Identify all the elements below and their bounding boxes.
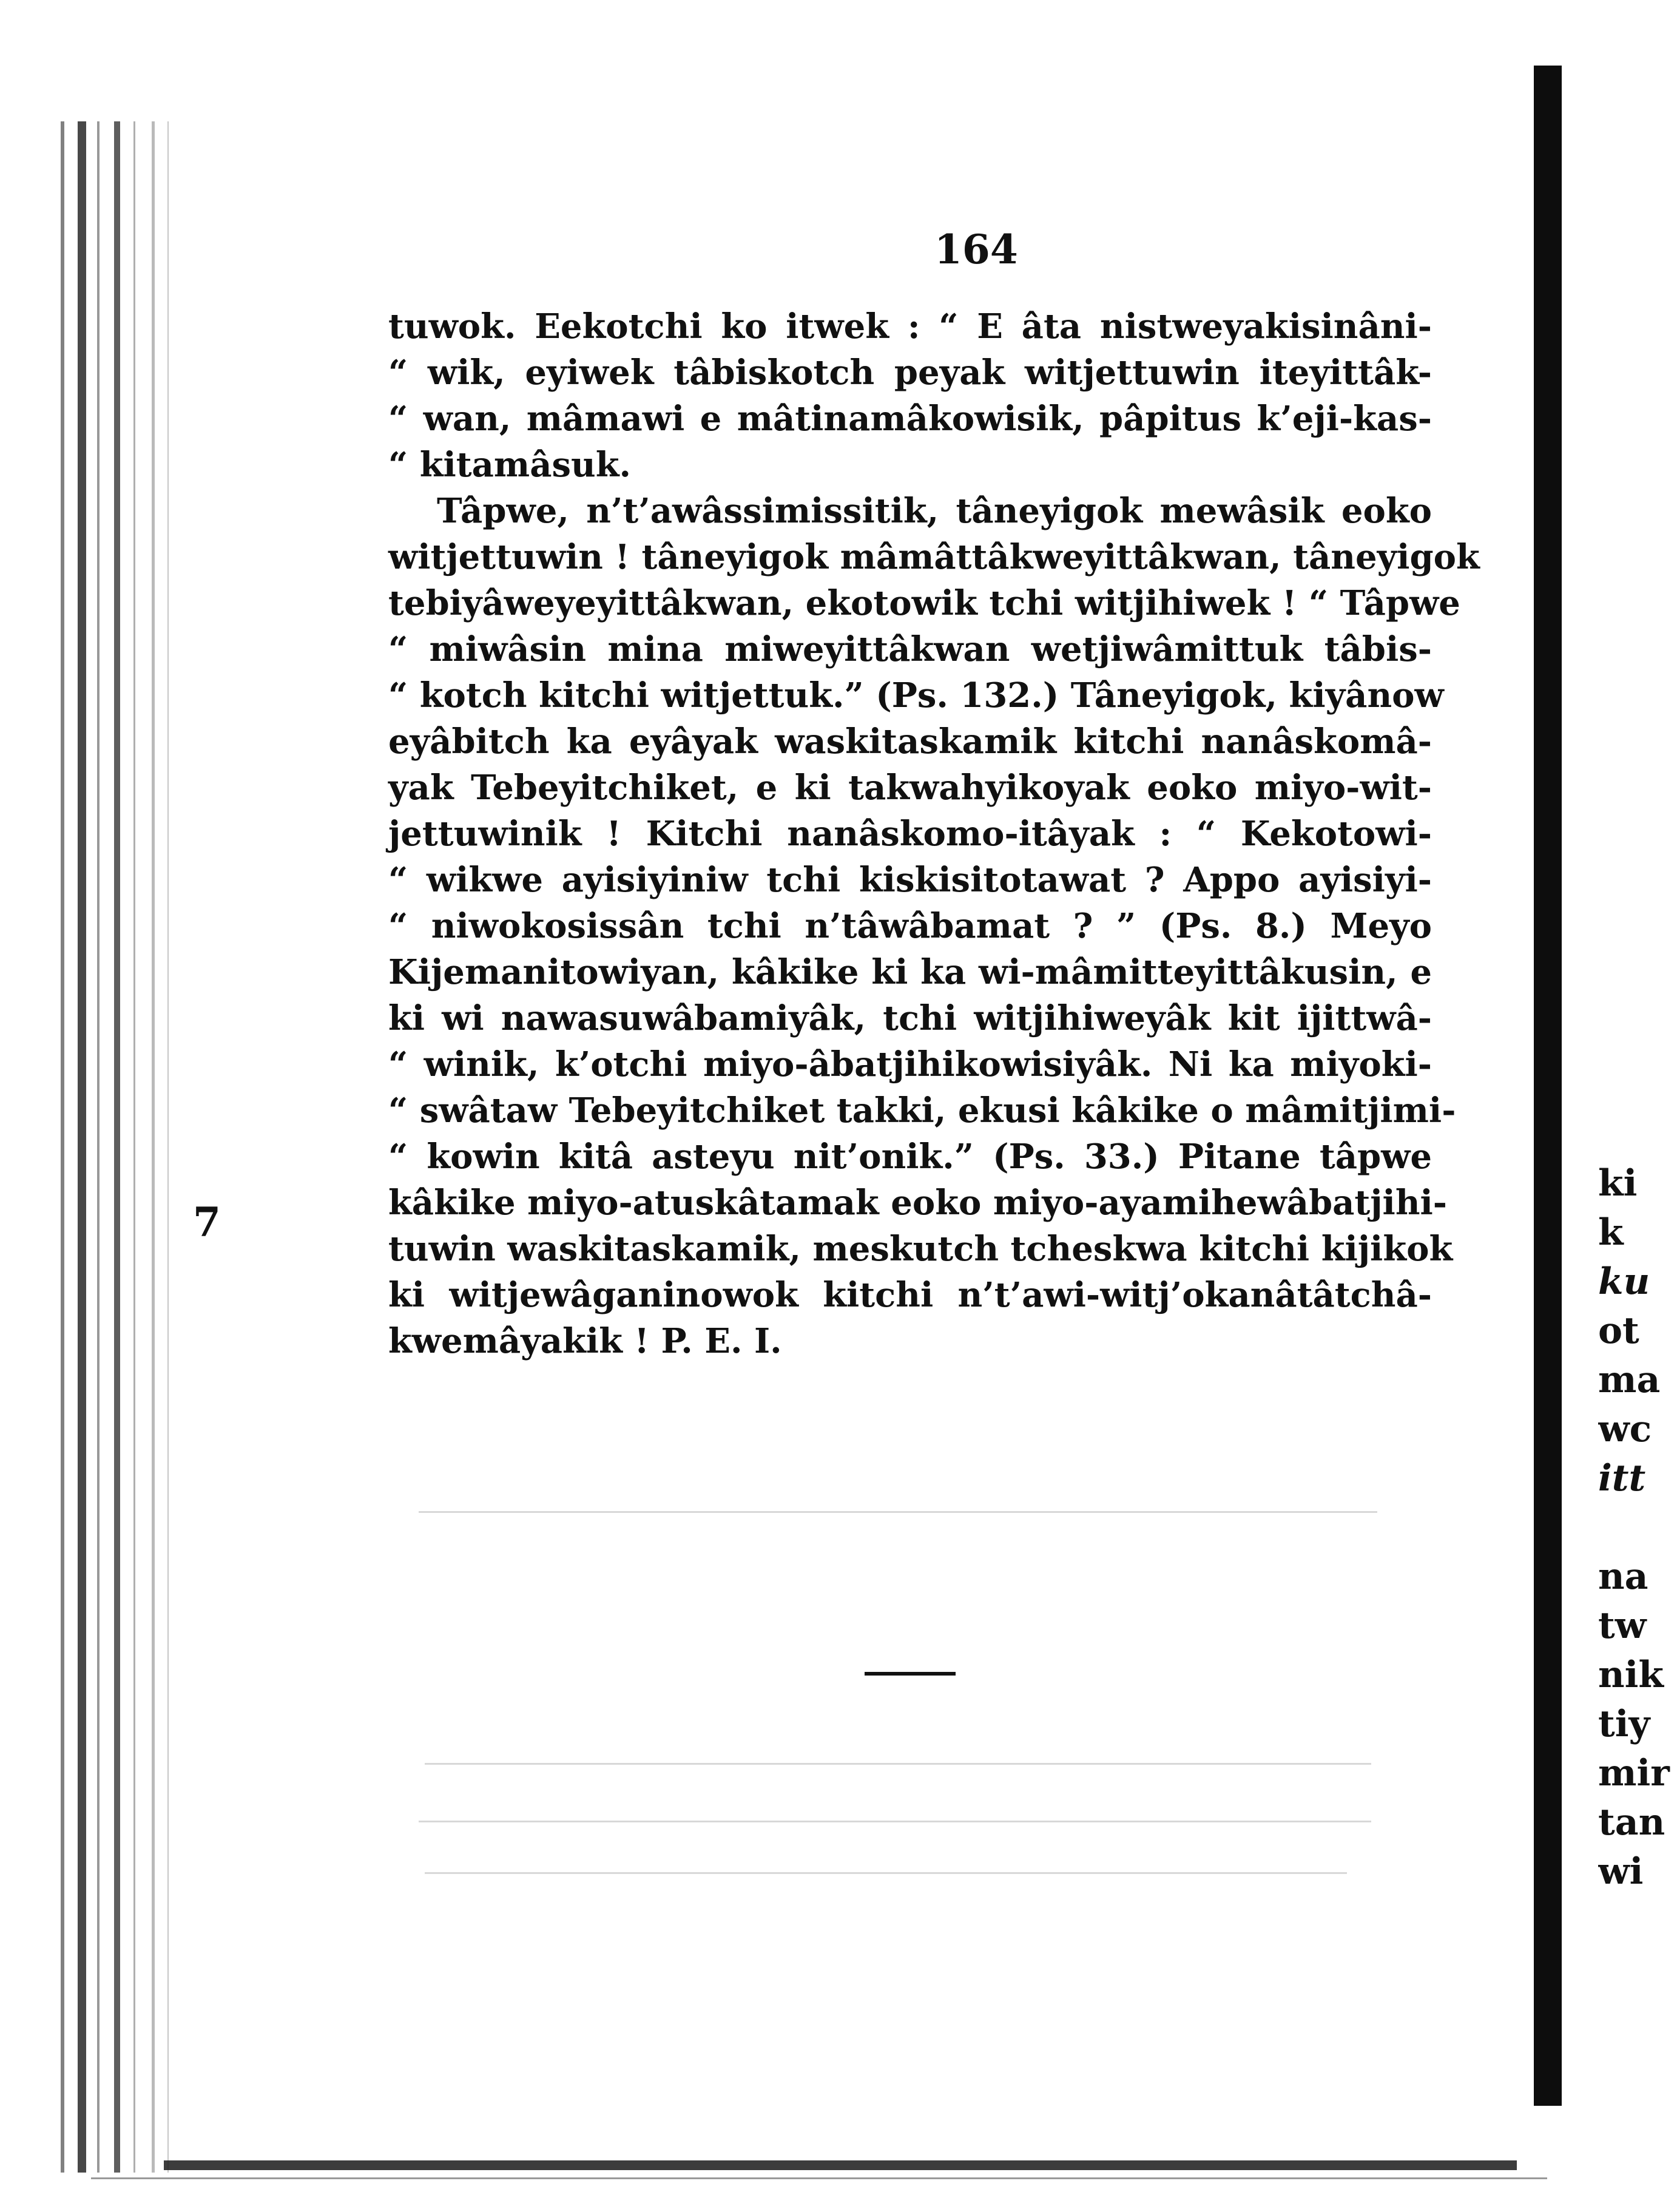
bottom-page-edge-line [91,2177,1547,2179]
facing-line: itt [1598,1457,1646,1500]
facing-line: nik [1598,1654,1664,1696]
text-line: ki witjewâganinowok kitchi n’t’awi-witj’okanâtâtchâ- [388,1275,1432,1315]
page-number: 164 [934,226,1018,273]
text-line: “ miwâsin mina miweyittâkwan wetjiwâmittuk tâbis- [388,629,1432,669]
facing-line: k [1598,1211,1624,1254]
text-line: tuwin waskitaskamik, meskutch tcheskwa kitchi kijikok [388,1229,1453,1269]
text-line: “ niwokosissân tchi n’tâwâbamat ? ” (Ps. 8.) Meyo [388,906,1432,946]
facing-line: wi [1598,1850,1644,1893]
text-line: tebiyâweyeyittâkwan, ekotowik tchi witjihiwek ! “ Tâpwe [388,583,1460,623]
text-line: “ winik, k’otchi miyo-âbatjihikowisiyâk. Ni ka miyoki- [388,1044,1432,1084]
text-line: “ wikwe ayisiyiniw tchi kiskisitotawat ? Appo ayisiyi- [388,860,1432,900]
text-line: “ wik, eyiwek tâbiskotch peyak witjettuwin iteyittâk- [388,353,1432,393]
text-line: Kijemanitowiyan, kâkike ki ka wi-mâmitteyittâkusin, e [388,952,1432,992]
facing-line: ku [1598,1260,1650,1303]
text-line: “ kowin kitâ asteyu nit’onik.” (Ps. 33.) Pitane tâpwe [388,1137,1432,1177]
facing-line: tiy [1598,1703,1650,1745]
facing-page-fragment [1598,1159,1677,1896]
facing-line: ma [1598,1359,1661,1401]
text-line: “ wan, mâmawi e mâtinamâkowisik, pâpitus k’eji-kas- [388,399,1432,439]
bleed-through-mark [425,1872,1347,1874]
text-line: “ kitamâsuk. [388,445,632,485]
facing-line: wc [1598,1408,1652,1450]
section-divider [865,1672,956,1676]
bottom-page-edge [164,2160,1517,2170]
text-line: ki wi nawasuwâbamiyâk, tchi witjihiweyâk kit ijittwâ- [388,998,1432,1038]
facing-line: ot [1598,1310,1639,1352]
facing-line: ki [1598,1162,1638,1205]
text-line: yak Tebeyitchiket, e ki takwahyikoyak eoko miyo-wit- [388,768,1432,808]
facing-line: tw [1598,1605,1647,1647]
facing-line: tan [1598,1801,1665,1844]
bleed-through-mark [419,1821,1371,1822]
stray-mark: 7 [193,1199,221,1246]
text-line: witjettuwin ! tâneyigok mâmâttâkweyittâkwan, tâneyigok [388,537,1480,577]
text-line: Tâpwe, n’t’awâssimissitik, tâneyigok mewâsik eoko [437,491,1432,531]
main-text-block [388,303,1480,1364]
text-line: kwemâyakik ! P. E. I. [388,1321,782,1361]
facing-line: mir [1598,1752,1670,1794]
facing-line: na [1598,1555,1648,1598]
bleed-through-mark [425,1763,1371,1765]
text-line: “ kotch kitchi witjettuk.” (Ps. 132.) Tâneyigok, kiyânow [388,675,1444,715]
text-line: jettuwinik ! Kitchi nanâskomo-itâyak : “ Kekotowi- [388,814,1432,854]
right-page-edge [1534,66,1562,2106]
text-line: tuwok. Eekotchi ko itwek : “ E âta nistweyakisinâni- [388,306,1432,347]
binding-edge [55,121,176,2173]
bleed-through-mark [419,1511,1377,1513]
text-line: kâkike miyo-atuskâtamak eoko miyo-ayamihewâbatjihi- [388,1183,1448,1223]
text-line: eyâbitch ka eyâyak waskitaskamik kitchi nanâskomâ- [388,722,1432,762]
text-line: “ swâtaw Tebeyitchiket takki, ekusi kâkike o mâmitjimi- [388,1091,1456,1131]
